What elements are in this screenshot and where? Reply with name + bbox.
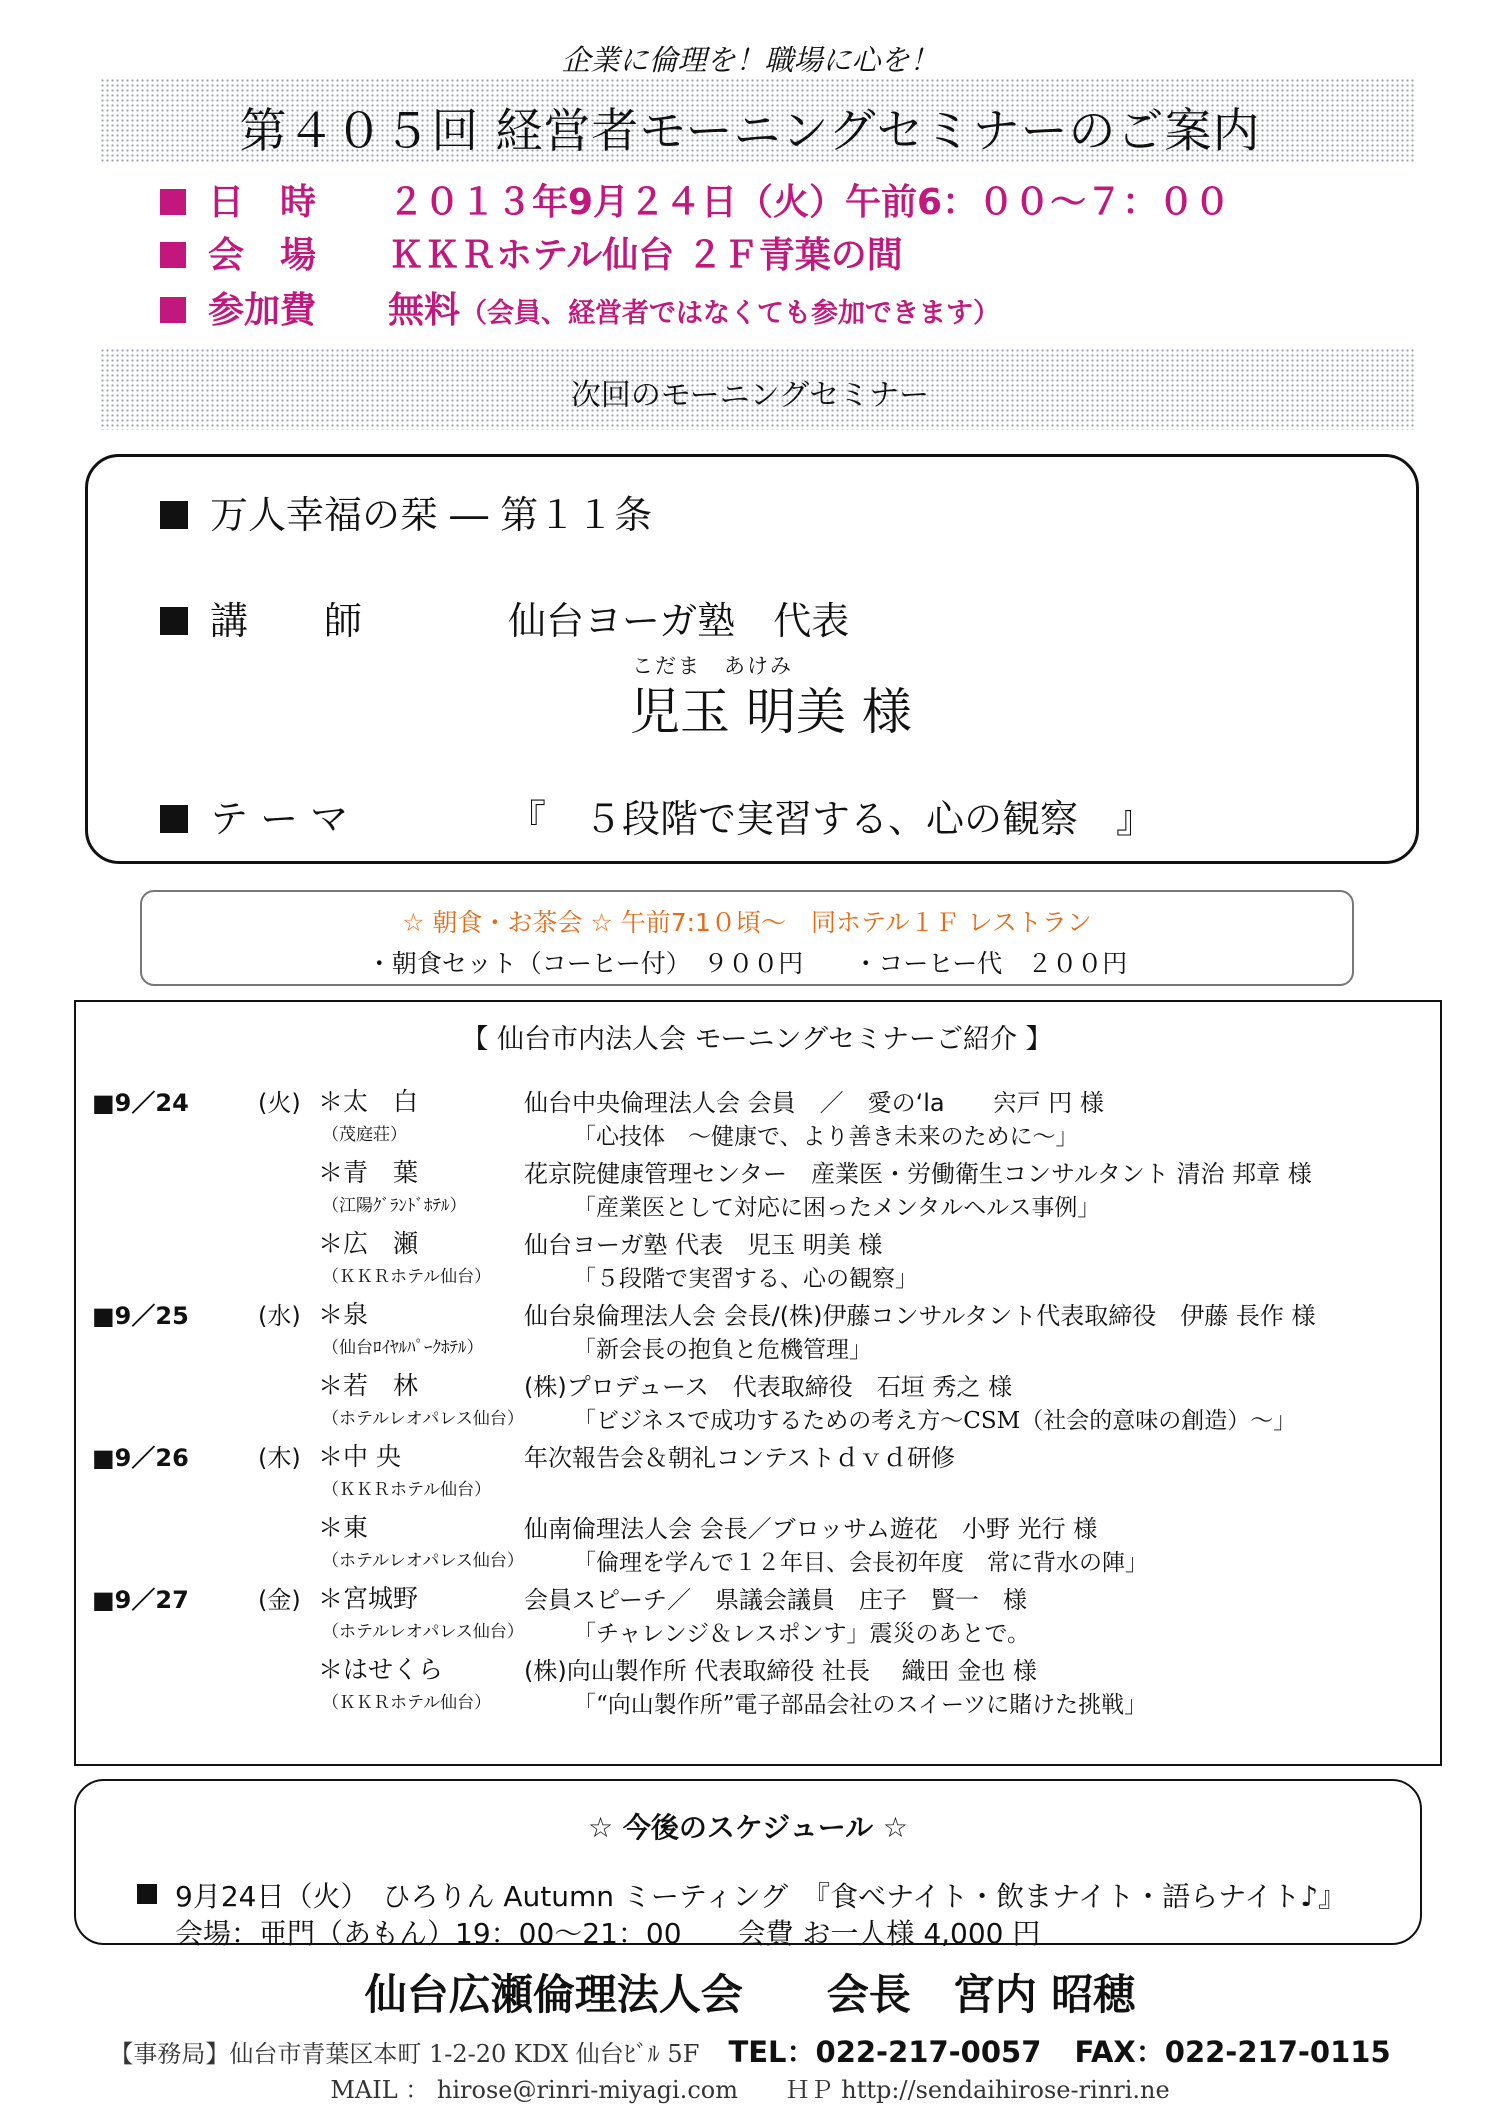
office-line bbox=[0, 2030, 1500, 2071]
row-day: (火) bbox=[258, 1089, 301, 1117]
row-venue: ＊中 央 bbox=[318, 1442, 401, 1471]
topic-text: 万人幸福の栞 ― 第１１条 bbox=[210, 493, 653, 537]
row-theme: 「チャレンジ＆レスポンす」震災のあとで。 bbox=[573, 1621, 1031, 1647]
row-speaker: (株)プロデュース 代表取締役 石垣 秀之 様 bbox=[524, 1373, 1013, 1401]
lecturer-name: 児玉 明美 様 bbox=[630, 683, 912, 741]
page-title: 第４０５回 経営者モーニングセミナーのご案内 bbox=[239, 104, 1261, 159]
lecturer-label: 講 師 bbox=[210, 599, 363, 643]
theme-text: 『 ５段階で実習する、心の観察 』 bbox=[508, 797, 1155, 841]
square-bullet-icon bbox=[160, 297, 186, 323]
office-address: 仙台市青葉区本町 1-2-20 KDX 仙台ﾋﾞﾙ 5F bbox=[229, 2040, 700, 2068]
schedule-event-text: 9月24日（火） ひろりん Autumn ミーティング 『食べナイト・飲まナイト・語らナイト♪』 bbox=[175, 1880, 1347, 1913]
row-hotel: （ＫＫＲホテル仙台） bbox=[322, 1480, 492, 1500]
detail-datetime bbox=[160, 174, 1230, 225]
row-venue: ＊はせくら bbox=[318, 1655, 444, 1684]
row-hotel: （茂庭荘） bbox=[322, 1125, 407, 1145]
row-speaker: 仙台泉倫理法人会 会長/(株)伊藤コンサルタント代表取締役 伊藤 長作 様 bbox=[524, 1302, 1316, 1330]
row-venue: ＊宮城野 bbox=[318, 1584, 419, 1613]
row-speaker: (株)向山製作所 代表取締役 社長 織田 金也 様 bbox=[524, 1657, 1037, 1685]
schedule-title: ☆ 今後のスケジュール ☆ bbox=[587, 1811, 909, 1844]
lecturer-furigana: こだま あけみ bbox=[632, 654, 793, 678]
row-theme: 「産業医として対応に困ったメンタルヘルス事例」 bbox=[573, 1195, 1101, 1221]
detail-value: 無料 bbox=[388, 290, 461, 331]
detail-label: 日 時 bbox=[208, 182, 317, 223]
detail-value: ２０１３年9月２４日（火）午前6：００～７：００ bbox=[388, 182, 1231, 223]
breakfast-title: ☆ 朝食・お茶会 ☆ 午前7:1０頃～ 同ホテル１Ｆ レストラン bbox=[402, 908, 1092, 937]
row-speaker: 仙台ヨーガ塾 代表 児玉 明美 様 bbox=[524, 1231, 883, 1259]
row-day: (木) bbox=[258, 1444, 301, 1472]
detail-venue bbox=[160, 227, 903, 278]
row-speaker: 花京院健康管理センター 産業医・労働衛生コンサルタント 清治 邦章 様 bbox=[524, 1160, 1312, 1188]
row-date: ■9／26 bbox=[92, 1444, 189, 1472]
detail-value: ＫＫＲホテル仙台 ２Ｆ青葉の間 bbox=[388, 235, 903, 276]
intro-title: 【 仙台市内法人会 モーニングセミナーご紹介 】 bbox=[461, 1024, 1053, 1055]
seminar-theme bbox=[160, 788, 1154, 843]
contact-line bbox=[0, 2070, 1500, 2105]
office-fax: FAX：022-217-0115 bbox=[1074, 2035, 1391, 2069]
row-date: ■9／25 bbox=[92, 1302, 189, 1330]
schedule-event bbox=[137, 1875, 1346, 1915]
row-venue: ＊青 葉 bbox=[318, 1158, 419, 1187]
seminar-lecturer bbox=[160, 590, 849, 645]
breakfast-prices: ・朝食セット（コーヒー付） ９００円 ・コーヒー代 ２００円 bbox=[366, 949, 1128, 978]
seminar-topic bbox=[160, 484, 652, 539]
detail-note: （会員、経営者ではなくても参加できます） bbox=[460, 298, 1001, 329]
next-seminar-heading: 次回のモーニングセミナー bbox=[570, 378, 930, 413]
row-theme: 「ビジネスで成功するための考え方～CSM（社会的意味の創造）～」 bbox=[573, 1408, 1297, 1434]
row-theme: 「５段階で実習する、心の観察」 bbox=[573, 1266, 918, 1292]
square-bullet-icon bbox=[160, 805, 188, 833]
row-date: ■9／27 bbox=[92, 1586, 189, 1614]
row-theme: 「新会長の抱負と危機管理」 bbox=[573, 1337, 872, 1363]
row-day: (金) bbox=[258, 1586, 301, 1614]
office-tel: TEL：022-217-0057 bbox=[728, 2035, 1042, 2069]
square-bullet-icon bbox=[160, 607, 188, 635]
square-bullet-icon bbox=[160, 189, 186, 215]
row-day: (水) bbox=[258, 1302, 301, 1330]
detail-label: 会 場 bbox=[208, 235, 317, 276]
email-link[interactable]: MAIL ： hirose@rinri-miyagi.com bbox=[330, 2076, 738, 2104]
row-hotel: （江陽ｸﾞﾗﾝﾄﾞﾎﾃﾙ） bbox=[322, 1196, 467, 1216]
row-venue: ＊広 瀬 bbox=[318, 1229, 419, 1258]
row-venue: ＊東 bbox=[318, 1513, 369, 1542]
square-bullet-icon bbox=[160, 242, 186, 268]
homepage-link[interactable]: ＨＰ http://sendaihirose-rinri.ne bbox=[785, 2076, 1170, 2104]
row-hotel: （ホテルレオパレス仙台） bbox=[322, 1622, 524, 1642]
organization-name: 仙台広瀬倫理法人会 会長 宮内 昭穂 bbox=[364, 1970, 1136, 2019]
square-bullet-icon bbox=[160, 501, 188, 529]
square-bullet-icon bbox=[137, 1884, 157, 1904]
row-theme: 「心技体 ～健康で、より善き未来のために～」 bbox=[573, 1124, 1079, 1150]
row-hotel: （ＫＫＲホテル仙台） bbox=[322, 1693, 492, 1713]
row-theme: 「“向山製作所”電子部品会社のスイーツに賭けた挑戦」 bbox=[573, 1692, 1148, 1718]
tagline: 企業に倫理を！職場に心を！ bbox=[561, 43, 939, 77]
row-hotel: （ホテルレオパレス仙台） bbox=[322, 1551, 524, 1571]
row-venue: ＊太 白 bbox=[318, 1087, 419, 1116]
row-speaker: 年次報告会＆朝礼コンテストｄｖｄ研修 bbox=[524, 1444, 956, 1472]
office-label: 【事務局】 bbox=[109, 2040, 230, 2068]
theme-label: テ ー マ bbox=[210, 797, 349, 841]
row-hotel: （仙台ﾛｲﾔﾙﾊﾟｰｸﾎﾃﾙ） bbox=[322, 1338, 484, 1358]
detail-fee bbox=[160, 282, 1000, 333]
row-venue: ＊若 林 bbox=[318, 1371, 419, 1400]
row-hotel: （ＫＫＲホテル仙台） bbox=[322, 1267, 492, 1287]
row-venue: ＊泉 bbox=[318, 1300, 369, 1329]
detail-label: 参加費 bbox=[208, 290, 317, 331]
row-theme: 「倫理を学んで１２年目、会長初年度 常に背水の陣」 bbox=[573, 1550, 1148, 1576]
schedule-venue: 会場：亜門（あもん）19：00～21：00 会費 お一人様 4,000 円 bbox=[175, 1917, 1041, 1950]
row-speaker: 仙台中央倫理法人会 会員 ／ 愛の‘la 宍戸 円 様 bbox=[524, 1089, 1104, 1117]
row-speaker: 仙南倫理法人会 会長／ブロッサム遊花 小野 光行 様 bbox=[524, 1515, 1098, 1543]
row-hotel: （ホテルレオパレス仙台） bbox=[322, 1409, 524, 1429]
row-date: ■9／24 bbox=[92, 1089, 189, 1117]
lecturer-org: 仙台ヨーガ塾 代表 bbox=[508, 599, 850, 643]
row-speaker: 会員スピーチ／ 県議会議員 庄子 賢一 様 bbox=[524, 1586, 1028, 1614]
